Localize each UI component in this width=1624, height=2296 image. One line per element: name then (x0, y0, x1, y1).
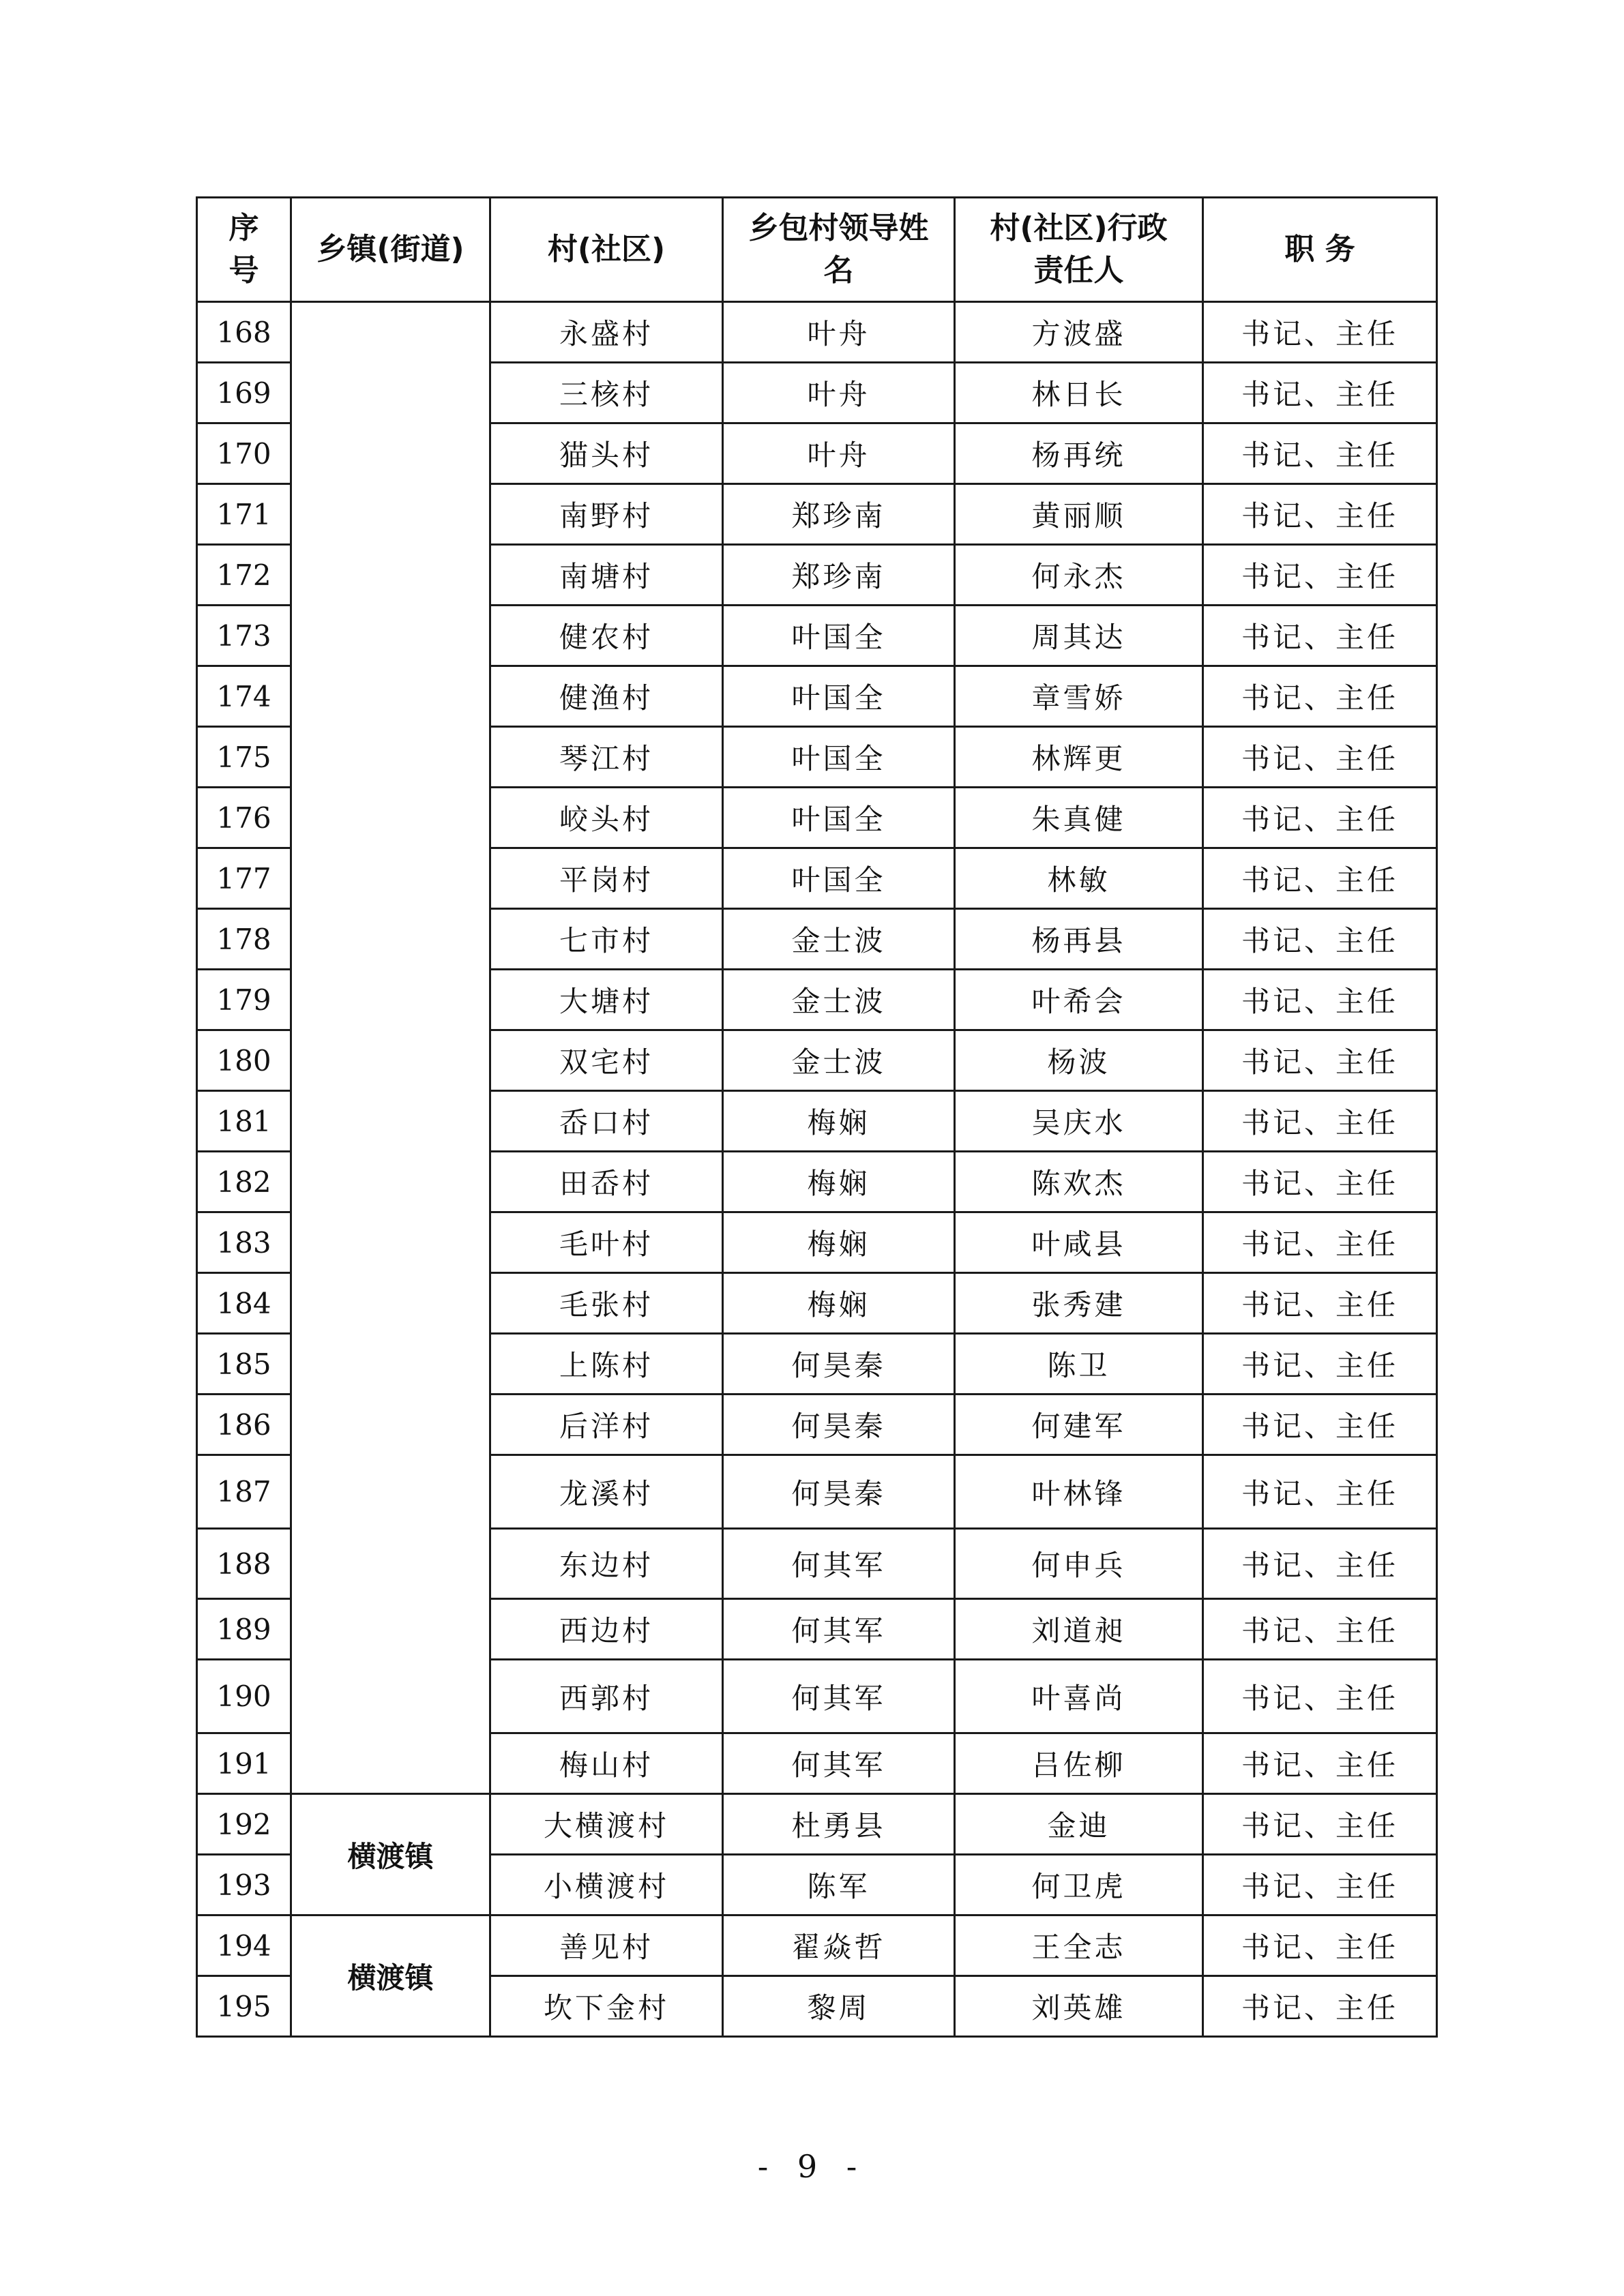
responsible-cell: 王全志 (955, 1915, 1203, 1976)
town-cell (291, 302, 490, 1794)
role-cell: 书记、主任 (1203, 423, 1437, 484)
row-seq-cell: 168 (197, 302, 291, 363)
role-cell: 书记、主任 (1203, 363, 1437, 423)
role-cell: 书记、主任 (1203, 1855, 1437, 1915)
responsible-cell: 金迪 (955, 1794, 1203, 1855)
header-town: 乡镇(街道) (291, 198, 490, 302)
responsible-cell: 吴庆水 (955, 1091, 1203, 1152)
row-seq-cell: 172 (197, 545, 291, 606)
row-seq-cell: 173 (197, 606, 291, 666)
role-cell: 书记、主任 (1203, 848, 1437, 909)
village-cell: 毛张村 (490, 1273, 723, 1334)
table-row (197, 302, 1437, 363)
row-seq-cell: 183 (197, 1212, 291, 1273)
leader-cell: 金士波 (723, 970, 955, 1030)
role-cell: 书记、主任 (1203, 1212, 1437, 1273)
row-seq-cell: 184 (197, 1273, 291, 1334)
leader-cell: 梅娴 (723, 1273, 955, 1334)
role-cell: 书记、主任 (1203, 1660, 1437, 1733)
row-seq-cell: 185 (197, 1334, 291, 1395)
row-seq-cell: 176 (197, 788, 291, 848)
responsible-cell: 何建军 (955, 1395, 1203, 1455)
header-seq (197, 198, 291, 302)
village-cell: 南塘村 (490, 545, 723, 606)
responsible-cell: 何永杰 (955, 545, 1203, 606)
village-cell: 七市村 (490, 909, 723, 970)
header-seq-line2: 号 (228, 253, 259, 288)
row-seq-cell: 187 (197, 1455, 291, 1529)
leader-cell: 叶国全 (723, 848, 955, 909)
role-cell: 书记、主任 (1203, 1915, 1437, 1976)
row-seq-cell: 179 (197, 970, 291, 1030)
responsible-cell: 陈欢杰 (955, 1152, 1203, 1212)
leader-cell: 叶国全 (723, 727, 955, 788)
header-village: 村(社区) (490, 198, 723, 302)
row-seq-cell: 180 (197, 1030, 291, 1091)
village-cell: 西郭村 (490, 1660, 723, 1733)
role-cell: 书记、主任 (1203, 606, 1437, 666)
role-cell: 书记、主任 (1203, 1273, 1437, 1334)
responsible-cell: 杨波 (955, 1030, 1203, 1091)
village-cell: 后洋村 (490, 1395, 723, 1455)
responsible-cell: 吕佐柳 (955, 1733, 1203, 1794)
responsible-cell: 黄丽顺 (955, 484, 1203, 545)
table-row (197, 1794, 1437, 1855)
row-seq-cell: 171 (197, 484, 291, 545)
leader-cell: 何昊秦 (723, 1334, 955, 1395)
responsible-cell: 章雪娇 (955, 666, 1203, 727)
role-cell: 书记、主任 (1203, 1152, 1437, 1212)
leader-cell: 叶舟 (723, 363, 955, 423)
row-seq-cell: 170 (197, 423, 291, 484)
leader-cell: 何其军 (723, 1733, 955, 1794)
header-responsible-line2: 责任人 (1033, 253, 1124, 288)
responsible-cell: 何申兵 (955, 1529, 1203, 1599)
village-cell: 田岙村 (490, 1152, 723, 1212)
leader-cell: 梅娴 (723, 1152, 955, 1212)
village-cell: 毛叶村 (490, 1212, 723, 1273)
role-cell: 书记、主任 (1203, 1030, 1437, 1091)
row-seq-cell: 188 (197, 1529, 291, 1599)
responsible-cell: 张秀建 (955, 1273, 1203, 1334)
row-seq-cell: 192 (197, 1794, 291, 1855)
village-cell: 龙溪村 (490, 1455, 723, 1529)
role-cell: 书记、主任 (1203, 1455, 1437, 1529)
village-cell: 西边村 (490, 1599, 723, 1660)
leader-cell: 何其军 (723, 1599, 955, 1660)
role-cell: 书记、主任 (1203, 545, 1437, 606)
role-cell: 书记、主任 (1203, 970, 1437, 1030)
row-seq-cell: 175 (197, 727, 291, 788)
row-seq-cell: 169 (197, 363, 291, 423)
village-cell: 健农村 (490, 606, 723, 666)
header-leader-line1: 乡包村领导姓 (748, 211, 929, 245)
village-cell: 双宅村 (490, 1030, 723, 1091)
responsible-cell: 何卫虎 (955, 1855, 1203, 1915)
header-responsible (955, 198, 1203, 302)
role-cell: 书记、主任 (1203, 1794, 1437, 1855)
village-cell: 坎下金村 (490, 1976, 723, 2037)
responsible-cell: 叶咸县 (955, 1212, 1203, 1273)
leader-cell: 叶国全 (723, 606, 955, 666)
row-seq-cell: 190 (197, 1660, 291, 1733)
village-cell: 上陈村 (490, 1334, 723, 1395)
village-cell: 峧头村 (490, 788, 723, 848)
leader-cell: 叶国全 (723, 666, 955, 727)
leader-cell: 郑珍南 (723, 484, 955, 545)
village-cell: 三核村 (490, 363, 723, 423)
responsible-cell: 林辉更 (955, 727, 1203, 788)
row-seq-cell: 177 (197, 848, 291, 909)
roster-table-wrapper (196, 196, 1436, 2038)
town-cell: 横渡镇 (291, 1794, 490, 1915)
role-cell: 书记、主任 (1203, 727, 1437, 788)
row-seq-cell: 182 (197, 1152, 291, 1212)
village-cell: 东边村 (490, 1529, 723, 1599)
leader-cell: 翟焱哲 (723, 1915, 955, 1976)
row-seq-cell: 191 (197, 1733, 291, 1794)
row-seq-cell: 181 (197, 1091, 291, 1152)
village-cell: 岙口村 (490, 1091, 723, 1152)
responsible-cell: 林敏 (955, 848, 1203, 909)
village-cell: 猫头村 (490, 423, 723, 484)
role-cell: 书记、主任 (1203, 1334, 1437, 1395)
responsible-cell: 叶希会 (955, 970, 1203, 1030)
village-cell: 梅山村 (490, 1733, 723, 1794)
table-body (197, 302, 1437, 2037)
responsible-cell: 叶林锋 (955, 1455, 1203, 1529)
responsible-cell: 刘英雄 (955, 1976, 1203, 2037)
village-cell: 小横渡村 (490, 1855, 723, 1915)
leader-cell: 何其军 (723, 1529, 955, 1599)
leader-cell: 叶舟 (723, 302, 955, 363)
leader-cell: 何昊秦 (723, 1455, 955, 1529)
row-seq-cell: 194 (197, 1915, 291, 1976)
leader-cell: 何其军 (723, 1660, 955, 1733)
header-responsible-line1: 村(社区)行政 (990, 211, 1168, 245)
village-cell: 平岗村 (490, 848, 723, 909)
table-header-row (197, 198, 1437, 302)
row-seq-cell: 178 (197, 909, 291, 970)
role-cell: 书记、主任 (1203, 1529, 1437, 1599)
leader-cell: 梅娴 (723, 1212, 955, 1273)
leader-cell: 郑珍南 (723, 545, 955, 606)
responsible-cell: 刘道昶 (955, 1599, 1203, 1660)
responsible-cell: 杨再县 (955, 909, 1203, 970)
leader-cell: 杜勇县 (723, 1794, 955, 1855)
village-cell: 琴江村 (490, 727, 723, 788)
leader-cell: 金士波 (723, 909, 955, 970)
table-row (197, 1915, 1437, 1976)
leader-cell: 叶舟 (723, 423, 955, 484)
village-cell: 健渔村 (490, 666, 723, 727)
town-cell: 横渡镇 (291, 1915, 490, 2037)
role-cell: 书记、主任 (1203, 302, 1437, 363)
role-cell: 书记、主任 (1203, 909, 1437, 970)
role-cell: 书记、主任 (1203, 1395, 1437, 1455)
row-seq-cell: 193 (197, 1855, 291, 1915)
leader-cell: 陈军 (723, 1855, 955, 1915)
role-cell: 书记、主任 (1203, 484, 1437, 545)
village-cell: 善见村 (490, 1915, 723, 1976)
responsible-cell: 方波盛 (955, 302, 1203, 363)
row-seq-cell: 186 (197, 1395, 291, 1455)
row-seq-cell: 195 (197, 1976, 291, 2037)
village-cell: 大横渡村 (490, 1794, 723, 1855)
responsible-cell: 杨再统 (955, 423, 1203, 484)
responsible-cell: 朱真健 (955, 788, 1203, 848)
responsible-cell: 周其达 (955, 606, 1203, 666)
leader-cell: 何昊秦 (723, 1395, 955, 1455)
roster-table (196, 196, 1438, 2038)
leader-cell: 金士波 (723, 1030, 955, 1091)
row-seq-cell: 174 (197, 666, 291, 727)
role-cell: 书记、主任 (1203, 1976, 1437, 2037)
role-cell: 书记、主任 (1203, 666, 1437, 727)
responsible-cell: 叶喜尚 (955, 1660, 1203, 1733)
village-cell: 永盛村 (490, 302, 723, 363)
role-cell: 书记、主任 (1203, 1733, 1437, 1794)
page-number: - 9 - (757, 2148, 867, 2185)
leader-cell: 黎周 (723, 1976, 955, 2037)
role-cell: 书记、主任 (1203, 1599, 1437, 1660)
role-cell: 书记、主任 (1203, 1091, 1437, 1152)
leader-cell: 叶国全 (723, 788, 955, 848)
row-seq-cell: 189 (197, 1599, 291, 1660)
header-leader-line2: 名 (823, 253, 854, 288)
responsible-cell: 林日长 (955, 363, 1203, 423)
header-role: 职 务 (1203, 198, 1437, 302)
village-cell: 大塘村 (490, 970, 723, 1030)
header-leader (723, 198, 955, 302)
responsible-cell: 陈卫 (955, 1334, 1203, 1395)
header-seq-line1: 序 (228, 211, 259, 245)
role-cell: 书记、主任 (1203, 788, 1437, 848)
leader-cell: 梅娴 (723, 1091, 955, 1152)
village-cell: 南野村 (490, 484, 723, 545)
